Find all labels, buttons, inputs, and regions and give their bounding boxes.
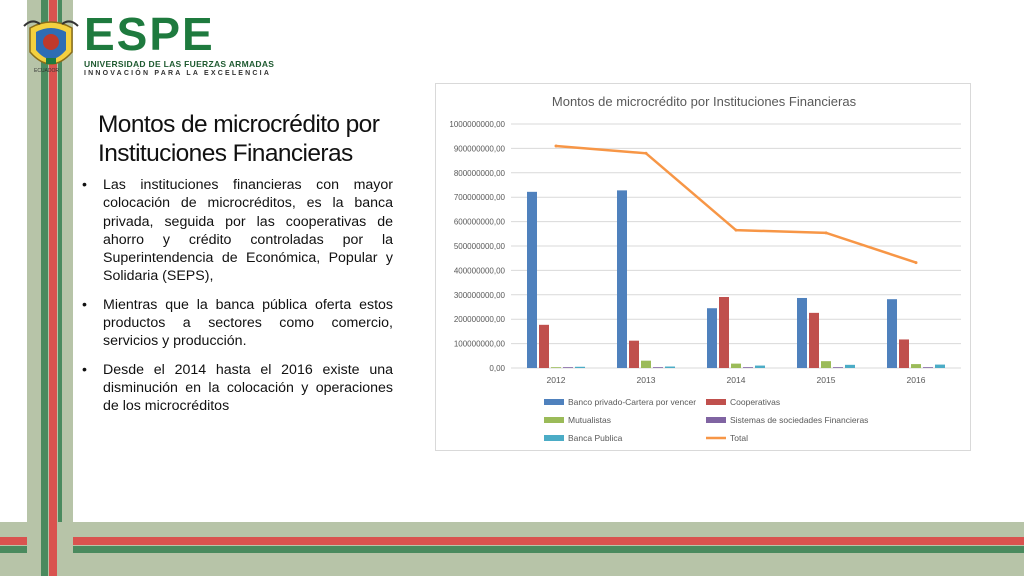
left-stripe-green-overlay (41, 522, 48, 576)
y-tick-label: 1000000000,00 (449, 120, 505, 129)
bar-banco-privado-cartera-por-vencer (797, 298, 807, 368)
bar-mutualistas (731, 364, 741, 368)
bottom-stripe-green (0, 546, 1024, 553)
legend-swatch (544, 399, 564, 405)
bar-cooperativas (899, 339, 909, 368)
y-tick-label: 700000000,00 (453, 193, 505, 203)
x-tick-label: 2014 (726, 375, 746, 385)
crest-caption: ECUADOR (34, 68, 60, 74)
point-total (645, 152, 648, 155)
brand-motto: INNOVACIÓN PARA LA EXCELENCIA (84, 70, 272, 77)
y-tick-label: 0,00 (489, 364, 505, 373)
left-stripe-red (49, 0, 57, 576)
legend-label: Mutualistas (568, 415, 611, 425)
line-total (556, 146, 916, 263)
point-total (825, 231, 828, 234)
legend-swatch (706, 417, 726, 423)
bar-sistemas-de-sociedades-financieras (833, 367, 843, 368)
y-tick-label: 200000000,00 (453, 315, 505, 325)
bar-banca-publica (755, 366, 765, 368)
bar-banco-privado-cartera-por-vencer (527, 192, 537, 368)
bar-sistemas-de-sociedades-financieras (923, 367, 933, 368)
x-tick-label: 2012 (546, 375, 566, 385)
bar-sistemas-de-sociedades-financieras (653, 367, 663, 368)
bullet-item: • Las instituciones financieras con mayor colocación de microcréditos, es la banca privada, seguida por las cooperativas de ahorro y crédito controladas por la Superintendencia de Económica, Popular y Solidaria (SEPS), (82, 176, 393, 286)
bar-mutualistas (551, 367, 561, 368)
y-tick-label: 900000000,00 (453, 144, 505, 154)
y-tick-label: 300000000,00 (453, 290, 505, 300)
bar-mutualistas (821, 361, 831, 368)
legend-label: Sistemas de sociedades Financieras (730, 415, 869, 425)
bullet-item: • Mientras que la banca pública oferta estos productos a sectores como comercio, servicios y producción. (82, 296, 393, 351)
legend-label: Cooperativas (730, 397, 781, 407)
legend-swatch (544, 435, 564, 441)
chart-title: Montos de microcrédito por Instituciones Financieras (551, 94, 857, 109)
point-total (735, 229, 738, 232)
y-tick-label: 400000000,00 (453, 266, 505, 276)
y-tick-label: 600000000,00 (453, 217, 505, 227)
point-total (555, 144, 558, 147)
bar-sistemas-de-sociedades-financieras (563, 367, 573, 368)
legend-label: Total (730, 433, 748, 443)
chart-frame (435, 83, 971, 451)
left-stripe-green-2 (58, 0, 62, 576)
bar-cooperativas (719, 297, 729, 368)
left-stripe-green (41, 0, 48, 576)
bar-cooperativas (539, 325, 549, 368)
y-tick-label: 800000000,00 (453, 168, 505, 178)
x-tick-label: 2016 (906, 375, 926, 385)
brand-name: ESPE (84, 8, 215, 60)
x-tick-label: 2015 (816, 375, 836, 385)
point-total (915, 261, 918, 264)
bullet-list (82, 176, 393, 426)
bar-mutualistas (641, 361, 651, 368)
bottom-stripe-red (0, 537, 1024, 545)
bar-banco-privado-cartera-por-vencer (887, 299, 897, 368)
bar-banca-publica (665, 367, 675, 368)
y-tick-label: 500000000,00 (453, 242, 505, 251)
legend-label: Banco privado-Cartera por vencer (568, 397, 697, 407)
x-tick-label: 2013 (636, 375, 656, 385)
bar-banco-privado-cartera-por-vencer (617, 190, 627, 368)
legend-label: Banca Publica (568, 433, 623, 443)
bar-banca-publica (575, 367, 585, 368)
bar-banca-publica (845, 365, 855, 368)
bar-banca-publica (935, 365, 945, 368)
bar-banco-privado-cartera-por-vencer (707, 308, 717, 368)
bar-cooperativas (809, 313, 819, 368)
left-stripe-red-overlay (49, 522, 57, 576)
slide-title: Montos de microcrédito por Instituciones Financieras (98, 111, 380, 167)
legend-swatch (706, 399, 726, 405)
bar-mutualistas (911, 364, 921, 368)
brand-subtitle: UNIVERSIDAD DE LAS FUERZAS ARMADAS (84, 59, 275, 69)
legend-swatch (544, 417, 564, 423)
microcredit-chart (436, 84, 972, 452)
espe-logo (22, 8, 275, 82)
bullet-item: • Desde el 2014 hasta el 2016 existe una disminución en la colocación y operaciones de los microcréditos (82, 361, 393, 416)
bar-cooperativas (629, 341, 639, 368)
y-tick-label: 100000000,00 (453, 339, 505, 349)
bar-sistemas-de-sociedades-financieras (743, 367, 753, 368)
